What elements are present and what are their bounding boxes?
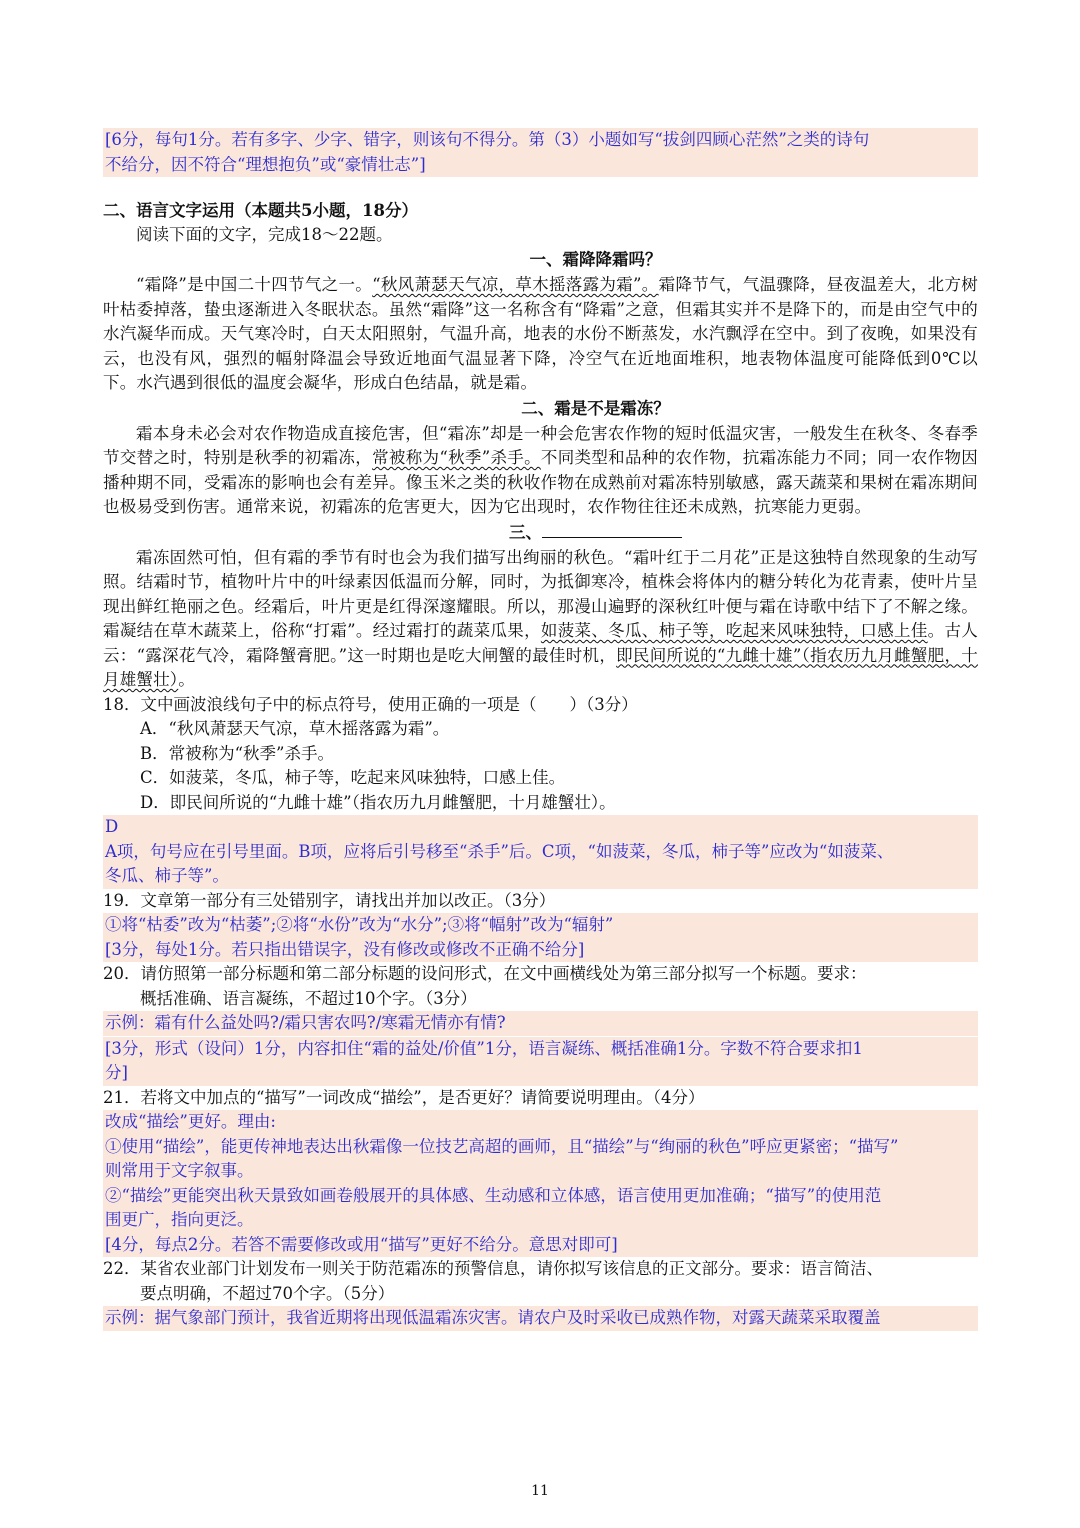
section-title: 二、语言文字运用（本题共5小题，18分） — [103, 201, 418, 220]
question-18: 18．文中画波浪线句子中的标点符号，使用正确的一项是（ ）（3分） — [103, 694, 638, 714]
part2-paragraph — [103, 422, 978, 520]
answer-line: [4分，每点2分。若答不需要修改或用“描写”更好不给分。意思对即可] — [105, 1234, 618, 1254]
text: 霜本身未必会对农作物造成直接危害，但“霜冻”却是一种会危害农作物的短时低温灾害，一般发生在秋冬、冬春季节交替之时，特别是秋季的初霜冻， — [103, 423, 978, 467]
answer-block — [103, 1011, 978, 1036]
option-d: D．即民间所说的“九雌十雄”（指农历九月雌蟹肥，十月雄蟹壮）。 — [140, 792, 616, 812]
question-line: 要点明确，不超过70个字。（5分） — [140, 1283, 395, 1303]
question-19: 19．文章第一部分有三处错别字，请找出并加以改正。（3分） — [103, 890, 556, 910]
answer-block — [103, 128, 978, 177]
answer-block — [103, 1110, 978, 1257]
answer-line: 围更广，指向更泛。 — [105, 1210, 254, 1229]
text: 霜降节气，气温骤降，昼夜温差大，北方树叶枯委掉落，蛰虫逐渐进入冬眠状态。虽然“霜降”这一名称含有“降霜”之意，但霜其实并不是降下的，而是由空气中的水汽凝华而成。天气寒冷时，白天太阳照射，气温升高，地表的水份不断蒸发，水汽飘浮在空中。到了夜晚，如果没有云，也没有风，强烈的幅射降温会导致近地面气温显著下降，冷空气在近地面堆积，地表物体温度可能降低到0℃以下。水汽遇到很低的温度会凝华，形成白色结晶，就是霜。 — [103, 275, 978, 392]
answer-line: ①将“枯委”改为“枯萎”;②将“水份”改为“水分”;③将“幅射”改为“辐射” — [105, 915, 614, 934]
answer-block — [103, 815, 978, 889]
answer-line: [6分，每句1分。若有多字、少字、错字，则该句不得分。第（3）小题如写“拔剑四顾心茫然”之类的诗句 — [105, 130, 870, 149]
section-intro: 阅读下面的文字，完成18～22题。 — [136, 225, 393, 244]
answer-line: D — [105, 817, 119, 836]
answer-line: 则常用于文字叙事。 — [105, 1161, 254, 1180]
question-20 — [103, 962, 978, 1011]
page-number: 11 — [531, 1483, 549, 1499]
title-blank — [542, 521, 682, 538]
text: 不同类型和品种的农作物，抗霜冻能力不同；同一农作物因播种期不同，受霜冻的影响也会有差异。像玉米之类的秋收作物在成熟前对霜冻特别敏感，露天蔬菜和果树在霜冻期间也极易受到伤害。通常来说，初霜冻的危害更大，因为它出现时，农作物往往还未成熟，抗寒能力更弱。 — [103, 448, 978, 516]
wavy-sentence: “秋风萧瑟天气凉，草木摇落露为霜”。 — [372, 275, 659, 294]
question-line: 20．请仿照第一部分标题和第二部分标题的设问形式，在文中画横线处为第三部分拟写一个标题。要求： — [103, 964, 867, 983]
question-line: 22．某省农业部门计划发布一则关于防范霜冻的预警信息，请你拟写该信息的正文部分。要求：语言简洁、 — [103, 1259, 883, 1278]
answer-line: 冬瓜、柿子等”。 — [105, 866, 229, 885]
question-line: 概括准确、语言凝练，不超过10个字。（3分） — [140, 988, 477, 1008]
wavy-sentence: 如菠 — [540, 621, 575, 640]
part1-title: 一、霜降降霜吗？ — [529, 250, 662, 269]
wavy-sentence: 常被称为“秋季”杀手。 — [372, 448, 541, 467]
part1-paragraph — [103, 273, 978, 396]
part3-title-prefix: 三、 — [509, 522, 542, 542]
option-c: C．如菠菜，冬瓜，柿子等，吃起来风味独特，口感上佳。 — [140, 768, 566, 787]
answer-line: A项，句号应在引号里面。B项，应将后引号移至“杀手”后。C项，“如菠菜，冬瓜，柿子等”应改为“如菠菜、 — [105, 841, 894, 861]
question-21: 21．若将文中加点的“描写”一词改成“描绘”，是否更好？请简要说明理由。（4分） — [103, 1087, 705, 1107]
answer-line: ②“描绘”更能突出秋天景致如画卷般展开的具体感、生动感和立体感，语言使用更加准确；“描写”的使用范 — [105, 1185, 882, 1205]
text: 。 — [178, 670, 195, 689]
answer-line: 示例：霜有什么益处吗?/霜只害农吗?/寒霜无情亦有情? — [105, 1013, 506, 1032]
option-b: B．常被称为“秋季”杀手。 — [140, 743, 334, 763]
text: “霜降”是中国二十四节气之一。 — [136, 275, 373, 294]
answer-block — [103, 1037, 978, 1086]
part3-title — [103, 520, 978, 546]
wavy-sentence: 菜、冬瓜、柿子等，吃起来风味独特，口感上佳 — [574, 621, 928, 640]
part2-title: 二、霜是不是霜冻？ — [521, 398, 670, 418]
option-a: A．“秋风萧瑟天气凉，草木摇落露为霜”。 — [140, 719, 450, 738]
answer-line: 不给分，因不符合“理想抱负”或“豪情壮志”] — [105, 154, 426, 174]
answer-line: [3分，每处1分。若只指出错误字，没有修改或修改不正确不给分] — [105, 939, 585, 959]
wavy-sentence: 即民间所说的“九雌十雄”（指农历九月雌蟹肥，十月雄蟹壮） — [103, 645, 978, 689]
answer-line: 示例：据气象部门预计，我省近期将出现低温霜冻灾害。请农户及时采收已成熟作物，对露天蔬菜采取覆盖 — [105, 1308, 881, 1327]
answer-line: 分] — [105, 1063, 128, 1082]
text: 。古人云：“露深花气冷，霜降蟹膏肥。”这一时期也是吃大闸蟹的最佳时机， — [103, 621, 978, 665]
answer-line: [3分，形式（设问）1分，内容扣住“霜的益处/价值”1分，语言凝练、概括准确1分。字数不符合要求扣1 — [105, 1038, 863, 1058]
answer-block — [103, 913, 978, 962]
answer-block — [103, 1306, 978, 1331]
answer-line: ①使用“描绘”，能更传神地表达出秋霜像一位技艺高超的画师，且“描绘”与“绚丽的秋色”呼应更紧密；“描写” — [105, 1136, 899, 1156]
text: 霜冻固然可怕，但有霜的季节有时也会为我们描写出绚丽的秋色。“霜叶红于二月花”正是这独特自然现象的生动写照。结霜时节，植物叶片中的叶绿素因低温而分解，同时，为抵御寒冷，植株会将体内的糖分转化为花青素，使叶片呈现出鲜红艳丽之色。经霜后，叶片更是红得深邃耀眼。所以，那漫山遍野的深秋红叶便与霜在诗歌中结下了不解之缘。霜凝结在草木蔬菜上，俗称“打霜”。经过霜打的蔬菜瓜果， — [103, 547, 978, 640]
exam-page — [103, 128, 978, 1331]
part3-paragraph — [103, 546, 978, 693]
question-22 — [103, 1257, 978, 1306]
answer-line: 改成“描绘”更好。理由: — [105, 1112, 276, 1131]
